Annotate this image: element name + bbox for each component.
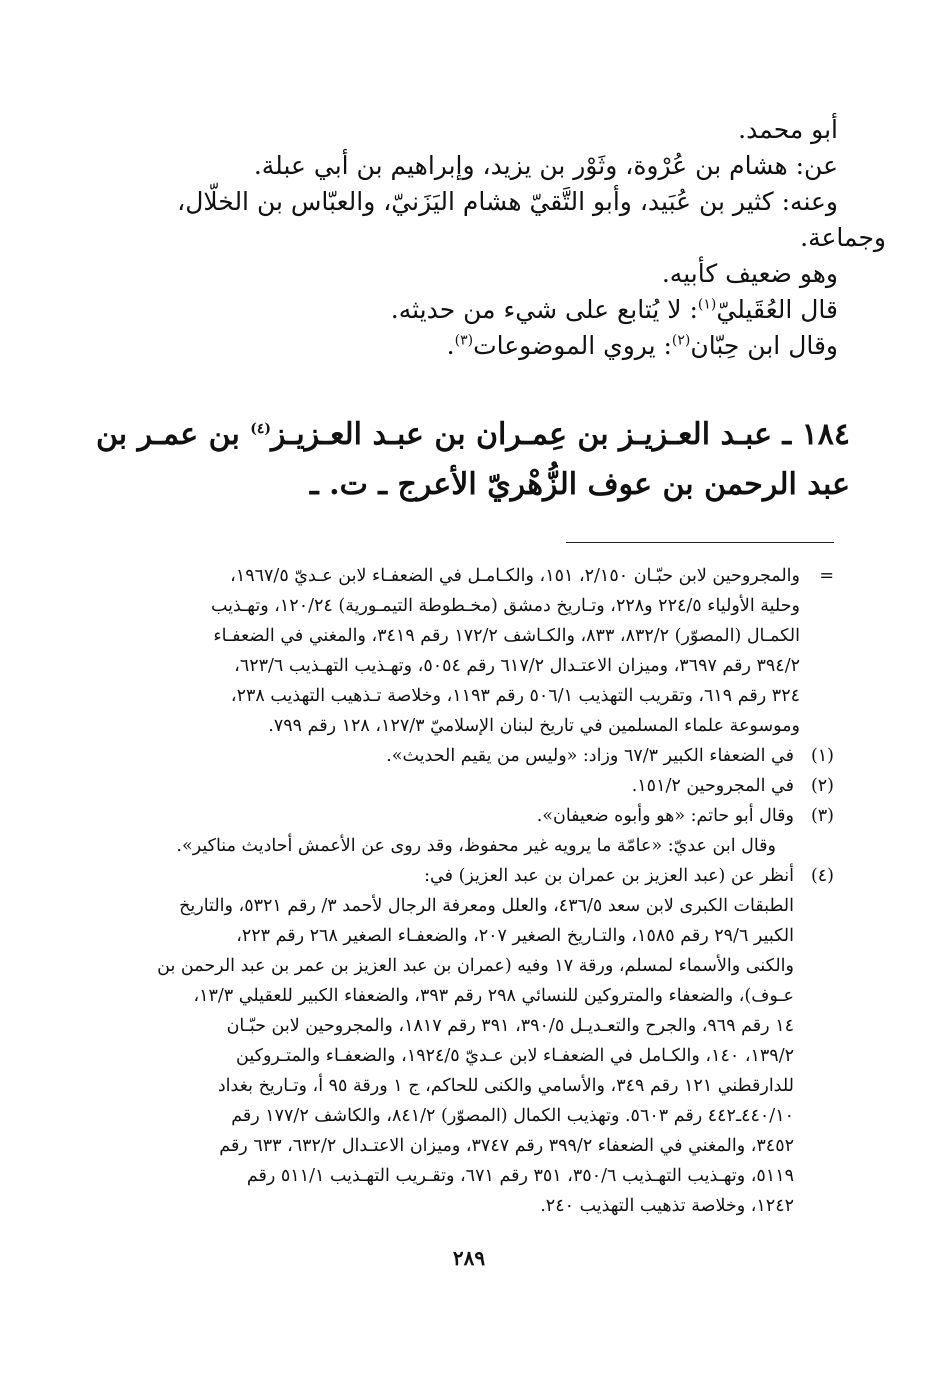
main-text [92, 108, 886, 510]
footnote-text: في الضعفاء الكبير ٦٧/٣ وزاد: «وليس من يقيم الحديث». [386, 746, 794, 766]
text-segment: : لا يُتابع على شيء من حديثه. [390, 295, 698, 324]
footnote-line: ١٣٩/٢، ١٤٠، والكـامل في الضعفـاء لابن عـديّ ١٩٢٤/٥، والضعفـاء والمتـروكين [236, 1046, 794, 1066]
footnote-text: والمجروحين لابن حبّـان ٢/١٥٠، ١٥١، والكـامـل في الضعفـاء لابن عـديّ ١٩٦٧/٥، [230, 566, 800, 586]
footnote-line: وحلية الأولياء ٢٢٤/٥ و٢٢٨، وتـاريخ دمشق (مخـطوطة التيمـورية) ١٢٠/٢٤، وتهـذيب [210, 596, 800, 616]
footnote-line: ٥١١٩، وتهـذيب التهـذيب ٣٥٠/٦، ٣٥١ رقم ٦٧١، وتقـريب التهـذيب ٥١١/١ رقم [246, 1166, 794, 1186]
footnote-text: أنظر عن (عبد العزيز بن عمران بن عبد العزيز) في: [424, 866, 794, 886]
text-segment: وقال ابن حِبّان [690, 331, 838, 360]
text-line: وجماعة. [800, 223, 886, 252]
footnote-1 [92, 741, 834, 771]
footnote-number: (٣) [810, 806, 834, 826]
footnote-number: (٢) [810, 776, 834, 796]
footnote-3 [92, 801, 834, 831]
page-number: ٢٨٩ [452, 1246, 486, 1270]
footnote-2 [92, 771, 834, 801]
text-line [92, 292, 838, 328]
footnote-text: في المجروحين ١٥١/٢. [631, 776, 794, 796]
footnote-line: ١٤ رقم ٩٦٩، والجرح والتعـديـل ٣٩٠/٥، ٣٩١ رقم ١٨١٧، والمجروحين لابن حبّـان [226, 1016, 794, 1036]
text-segment: : يروي الموضوعات [473, 331, 672, 360]
footnote-line: الطبقات الكبرى لابن سعد ٤٣٦/٥، والعلل ومعرفة الرجال لأحمد ٣/ رقم ٥٣٢١، والتاريخ [179, 896, 794, 916]
text-segment: قال العُقَيليّ [716, 295, 838, 324]
footnote-ref: (٤) [250, 421, 272, 437]
heading-segment: ١٨٤ ـ عبـد العـزيـز بن عِمـران بن عبـد العـزيـز [271, 417, 850, 452]
footnotes [92, 561, 834, 1221]
text-line [92, 328, 838, 364]
footnote-line: للدارقطني ١٢١ رقم ٣٤٩، والأسامي والكنى للحاكم، ج ١ ورقة ٩٥ أ، وتـاريخ بغداد [217, 1076, 794, 1096]
text-line: وهو ضعيف كأبيه. [661, 259, 838, 288]
text-line: أبو محمد. [738, 115, 838, 144]
continuation-mark: = [819, 566, 834, 586]
footnote-divider [566, 542, 834, 543]
footnote-line: وموسوعة علماء المسلمين في تاريخ لبنان الإسلاميّ ١٢٧/٣، ١٢٨ رقم ٧٩٩. [268, 716, 800, 736]
entry-heading [92, 410, 850, 460]
footnote-line: ٣٤٥٢، والمغني في الضعفاء ٣٩٩/٢ رقم ٣٧٤٧، وميزان الاعتـدال ٦٣٢/٢، ٦٣٣ رقم [219, 1136, 794, 1156]
footnote-line: ١٢٤٢، وخلاصة تذهيب التهذيب ٢٤٠. [540, 1196, 794, 1216]
footnote-number: (١) [810, 746, 834, 766]
text-line: عن: هشام بن عُرْوة، وثَوْر بن يزيد، وإبراهيم بن أبي عبلة. [253, 151, 838, 180]
text-segment: . [446, 331, 455, 360]
footnote-number: (٤) [810, 866, 834, 886]
footnote-4 [92, 861, 834, 891]
footnote-ref: (٢) [671, 332, 691, 349]
footnote-line: وقال ابن عديّ: «عامّة ما يرويه غير محفوظ، وقد روى عن الأعمش أحاديث مناكير». [176, 836, 776, 856]
entry-heading-line2: عبد الرحمن بن عوف الزُّهْريّ الأعرج ـ ت. ـ [309, 467, 850, 502]
footnote-line: والكنى والأسماء لمسلم، ورقة ١٧ وفيه (عمران بن عبد العزيز بن عمر بن عبد الرحمن بن [157, 956, 794, 976]
footnote-text: وقال أبو حاتم: «هو وأبوه ضعيفان». [536, 806, 794, 826]
heading-segment: بن عمـر بن [95, 417, 251, 452]
footnote-line: ٣٢٤ رقم ٦١٩، وتقريب التهذيب ٥٠٦/١ رقم ١١٩٣، وخلاصة تـذهيب التهذيب ٢٣٨، [230, 686, 800, 706]
footnote-line: عـوف)، والضعفاء والمتروكين للنسائي ٢٩٨ رقم ٣٩٣، والضعفاء الكبير للعقيلي ١٣/٣، [193, 986, 794, 1006]
footnote-ref: (٣) [454, 332, 474, 349]
footnote-line: ٣٩٤/٢ رقم ٣٦٩٧، وميزان الاعتـدال ٦١٧/٢ رقم ٥٠٥٤، وتهـذيب التهـذيب ٦٢٣/٦، [234, 656, 800, 676]
text-line: وعنه: كثير بن عُبَيد، وأبو التَّقيّ هشام اليَزَنيّ، والعبّاس بن الخلّال، [177, 187, 838, 216]
spacer [92, 364, 838, 410]
footnote-line: الكمـال (المصوّر) ٨٣٢/٢، ٨٣٣، والكـاشف ١٧٢/٢ رقم ٣٤١٩، والمغني في الضعفـاء [213, 626, 800, 646]
footnote-line: ٤٤٠/١٠ـ٤٤٢ رقم ٥٦٠٣. وتهذيب الكمال (المصوّر) ٨٤١/٢، والكاشف ١٧٧/٢ رقم [231, 1106, 794, 1126]
footnote-line: الكبير ٢٩/٦ رقم ١٥٨٥، والتـاريخ الصغير ٢٠٧، والضعفـاء الصغير ٢٦٨ رقم ٢٢٣، [236, 926, 794, 946]
footnote-ref: (١) [697, 296, 717, 313]
footnote-line [92, 561, 834, 591]
